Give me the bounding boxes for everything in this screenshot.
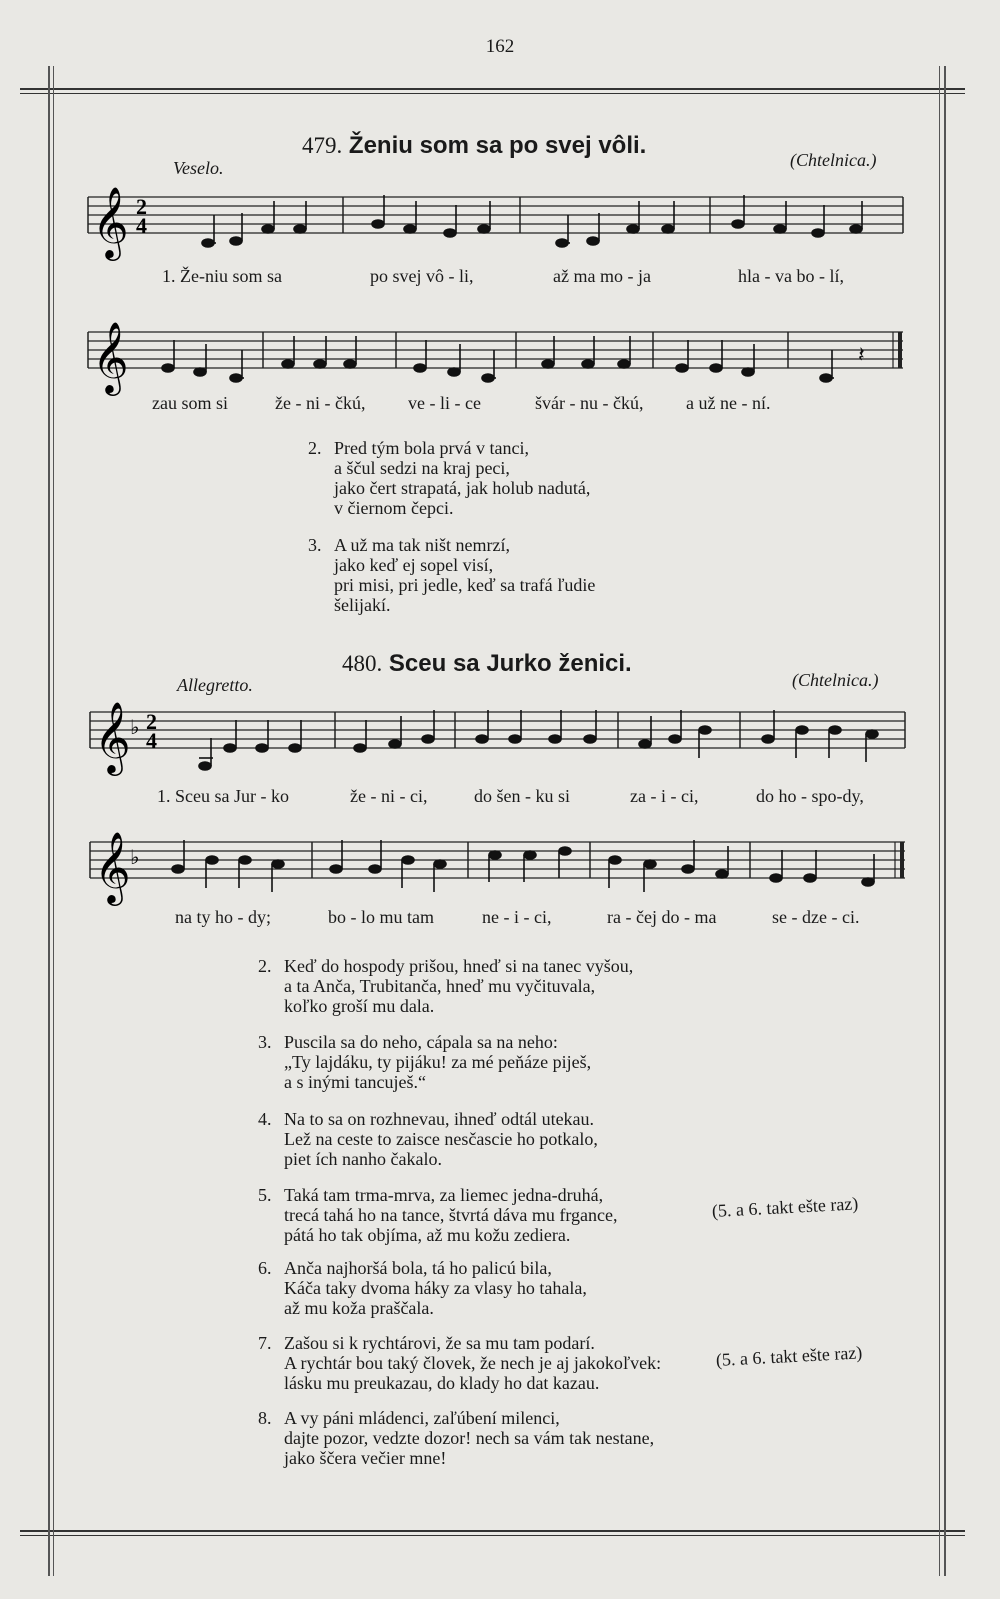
verse-line: Na to sa on rozhnevau, ihneď odtál utekau. [284,1109,595,1129]
song-479-lyric-2a: zau som si [152,393,228,413]
song-479-verse-3 [308,535,596,615]
song-480-lyric-1b: že - ni - ci, [350,786,428,806]
staff-3 [90,700,910,780]
verse-number: 6. [258,1258,272,1278]
song-480-number: 480. [342,651,383,676]
verse-line: trecá tahá ho na tance, štvrtá dáva mu frgance, [284,1205,618,1225]
song-479-lyric-1a: 1. Že-niu som sa [162,266,282,286]
verse-line: Puscila sa do neho, cápala sa na neho: [284,1032,558,1052]
verse-line: jako čert strapatá, jak holub nadutá, [334,478,591,498]
svg-text:𝄽: 𝄽 [858,343,865,368]
song-480-lyric-2b: bo - lo mu tam [328,907,434,927]
song-480-verse-8 [258,1408,655,1468]
verse-line: a ta Anča, Trubitanča, hneď mu vyčituvala, [284,976,596,996]
verse-line: Keď do hospody prišou, hneď si na tanec vyšou, [284,956,634,976]
verse-line: piet ích nanho čakalo. [284,1149,442,1169]
song-480-verse-3 [258,1032,592,1092]
bottom-border [20,1530,965,1532]
song-479-lyric-1c: až ma mo - ja [553,266,651,286]
song-479-lyric-2b: že - ni - čkú, [275,393,366,413]
song-480-lyric-1a: 1. Sceu sa Jur - ko [157,786,289,806]
verse-line: „Ty lajdáku, ty pijáku! za mé peňáze piješ, [284,1052,592,1072]
staff-4 [90,830,910,910]
right-border-inner [939,66,940,1576]
staff-lines [90,712,905,748]
song-480-side-note-1: (5. a 6. takt ešte raz) [711,1193,859,1221]
verse-line: A vy páni mládenci, zaľúbení milenci, [284,1408,560,1428]
verse-line: jako keď ej sopel visí, [334,555,494,575]
verse-line: pátá ho tak objíma, až mu kožu zediera. [284,1225,571,1245]
top-border [20,88,965,90]
song-480-lyric-2e: se - dze - ci. [772,907,860,927]
verse-line: pri misi, pri jedle, keď sa trafá ľudie [334,575,596,595]
song-479-origin: (Chtelnica.) [790,150,877,170]
verse-line: šelijakí. [334,595,391,615]
song-480-verse-2 [258,956,634,1016]
song-480-verse-5 [258,1185,618,1245]
treble-clef-icon: 𝄞 [94,830,131,903]
right-border [944,66,946,1576]
song-479-number: 479. [302,133,343,158]
verse-number: 5. [258,1185,272,1205]
staff-2 [88,320,908,400]
staff-1 [88,185,908,265]
staff-lines [88,332,903,368]
verse-line: Káča taky dvoma háky za vlasy ho tahala, [284,1278,587,1298]
flat-icon: ♭ [130,715,140,739]
song-480-origin: (Chtelnica.) [792,670,879,690]
verse-line: Zašou si k rychtárovi, že sa mu tam podarí. [284,1333,595,1353]
verse-line: Lež na ceste to zaisce nesčascie ho potkalo, [284,1129,598,1149]
song-479-lyric-1b: po svej vô - li, [370,266,474,286]
verse-line: A už ma tak ništ nemrzí, [334,535,510,555]
verse-number: 8. [258,1408,272,1428]
verse-line: lásku mu preukazau, do klady ho dat kazau. [284,1373,600,1393]
verse-number: 3. [258,1032,272,1052]
treble-clef-icon: 𝄞 [92,185,129,258]
song-480-lyric-1e: do ho - spo-dy, [756,786,864,806]
song-480-lyric-2d: ra - čej do - ma [607,907,717,927]
verse-line: Anča najhoršá bola, tá ho palicú bila, [284,1258,552,1278]
song-480-lyric-2a: na ty ho - dy; [175,907,271,927]
time-signature-lower: 4 [136,213,147,238]
verse-line: v čiernom čepci. [334,498,454,518]
verse-number: 4. [258,1109,272,1129]
verse-line: jako ščera večier mne! [284,1448,447,1468]
verse-number: 7. [258,1333,272,1353]
time-signature-lower: 4 [146,728,157,753]
verse-line: a ščul sedzi na kraj peci, [334,458,510,478]
page-number: 162 [485,36,515,57]
treble-clef-icon: 𝄞 [92,320,129,393]
song-480-lyric-2c: ne - i - ci, [482,907,552,927]
top-border-inner [20,93,965,94]
verse-number: 2. [258,956,272,976]
left-border [48,66,50,1576]
song-480-tempo: Allegretto. [177,675,253,695]
song-479-title [302,132,646,160]
verse-line: až mu koža praščala. [284,1298,434,1318]
verse-number: 3. [308,535,322,555]
flat-icon: ♭ [130,845,140,869]
song-479-title-text: Ženiu som sa po svej vôli. [348,132,647,159]
verse-line: a s inými tancuješ.“ [284,1072,426,1092]
song-480-verse-6 [258,1258,587,1318]
time-signature: 2 [136,194,147,219]
song-479-lyric-2e: a už ne - ní. [686,393,771,413]
notes [202,195,862,247]
song-479-lyric-2d: švár - nu - čkú, [535,393,644,413]
verse-line: Pred tým bola prvá v tanci, [334,438,529,458]
verse-number: 2. [308,438,322,458]
verse-line: Taká tam trma-mrva, za liemec jedna-druhá, [284,1185,604,1205]
song-480-lyric-1d: za - i - ci, [630,786,699,806]
song-480-title [342,650,632,678]
song-480-title-text: Sceu sa Jurko ženici. [388,650,632,677]
verse-line: koľko groší mu dala. [284,996,435,1016]
notes [172,840,874,892]
notes [199,710,878,770]
left-border-inner [53,66,54,1576]
song-479-tempo: Veselo. [173,158,224,178]
song-480-verse-7 [258,1333,662,1393]
song-479-verse-2 [308,438,591,518]
song-479-lyric-2c: ve - li - ce [408,393,481,413]
song-480-lyric-1c: do šen - ku si [474,786,570,806]
verse-line: dajte pozor, vedzte dozor! nech sa vám tak nestane, [284,1428,655,1448]
treble-clef-icon: 𝄞 [94,700,131,773]
time-signature: 2 [146,709,157,734]
song-479-lyric-1d: hla - va bo - lí, [738,266,844,286]
song-480-side-note-2: (5. a 6. takt ešte raz) [715,1342,863,1370]
bottom-border-inner [20,1535,965,1536]
verse-line: A rychtár bou taký človek, že nech je aj jakokoľvek: [284,1353,662,1373]
song-480-verse-4 [258,1109,598,1169]
